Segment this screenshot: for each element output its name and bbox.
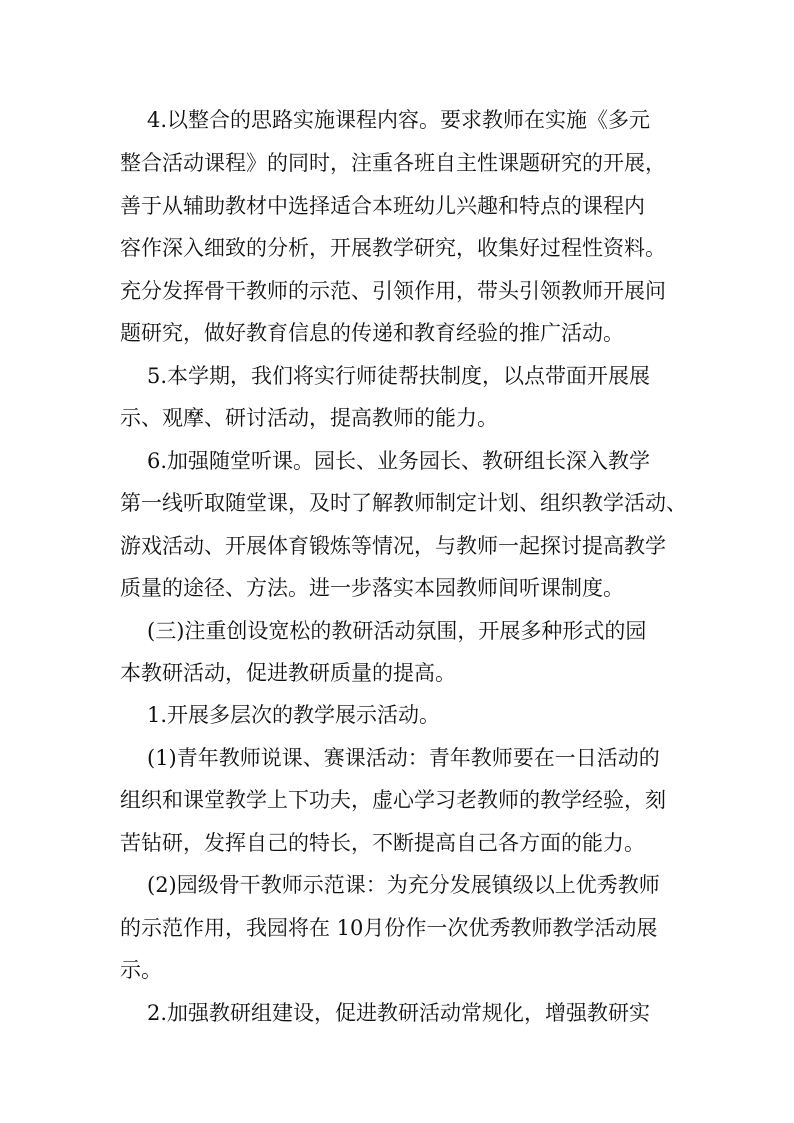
text-line: 组织和课堂教学上下功夫，虚心学习老教师的教学经验，刻	[120, 788, 666, 812]
text-line: 题研究，做好教育信息的传递和教育经验的推广活动。	[120, 321, 624, 345]
text-line: 6.加强随堂听课。园长、业务园长、教研组长深入教学	[147, 449, 651, 473]
text-line: 第一线听取随堂课，及时了解教师制定计划、组织教学活动、	[120, 491, 687, 515]
text-line: 质量的途径、方法。进一步落实本园教师间听课制度。	[120, 576, 624, 600]
text-line: 2.加强教研组建设，促进教研活动常规化，增强教研实	[147, 1001, 651, 1025]
text-line: (三)注重创设宽松的教研活动氛围，开展多种形式的园	[147, 619, 647, 643]
text-line: (1)青年教师说课、赛课活动：青年教师要在一日活动的	[147, 746, 660, 770]
text-line: 本教研活动，促进教研质量的提高。	[120, 661, 456, 685]
text-line: 游戏活动、开展体育锻炼等情况，与教师一起探讨提高教学	[120, 534, 666, 558]
text-line: 整合活动课程》的同时，注重各班自主性课题研究的开展，	[120, 151, 666, 175]
text-line: 苦钻研，发挥自己的特长，不断提高自己各方面的能力。	[120, 831, 645, 855]
text-line: 善于从辅助教材中选择适合本班幼儿兴趣和特点的课程内	[120, 194, 645, 218]
text-line: 的示范作用，我园将在 10月份作一次优秀教师教学活动展	[120, 916, 658, 940]
text-line: 示、观摩、研讨活动，提高教师的能力。	[120, 406, 498, 430]
text-line: 容作深入细致的分析，开展教学研究，收集好过程性资料。	[120, 236, 666, 260]
text-line: (2)园级骨干教师示范课：为充分发展镇级以上优秀教师	[147, 873, 660, 897]
text-line: 5.本学期，我们将实行师徒帮扶制度，以点带面开展展	[147, 364, 651, 388]
text-line: 示。	[120, 958, 162, 982]
text-line: 1.开展多层次的教学展示活动。	[147, 703, 441, 727]
text-line: 4.以整合的思路实施课程内容。要求教师在实施《多元	[147, 108, 651, 132]
text-line: 充分发挥骨干教师的示范、引领作用，带头引领教师开展问	[120, 279, 666, 303]
